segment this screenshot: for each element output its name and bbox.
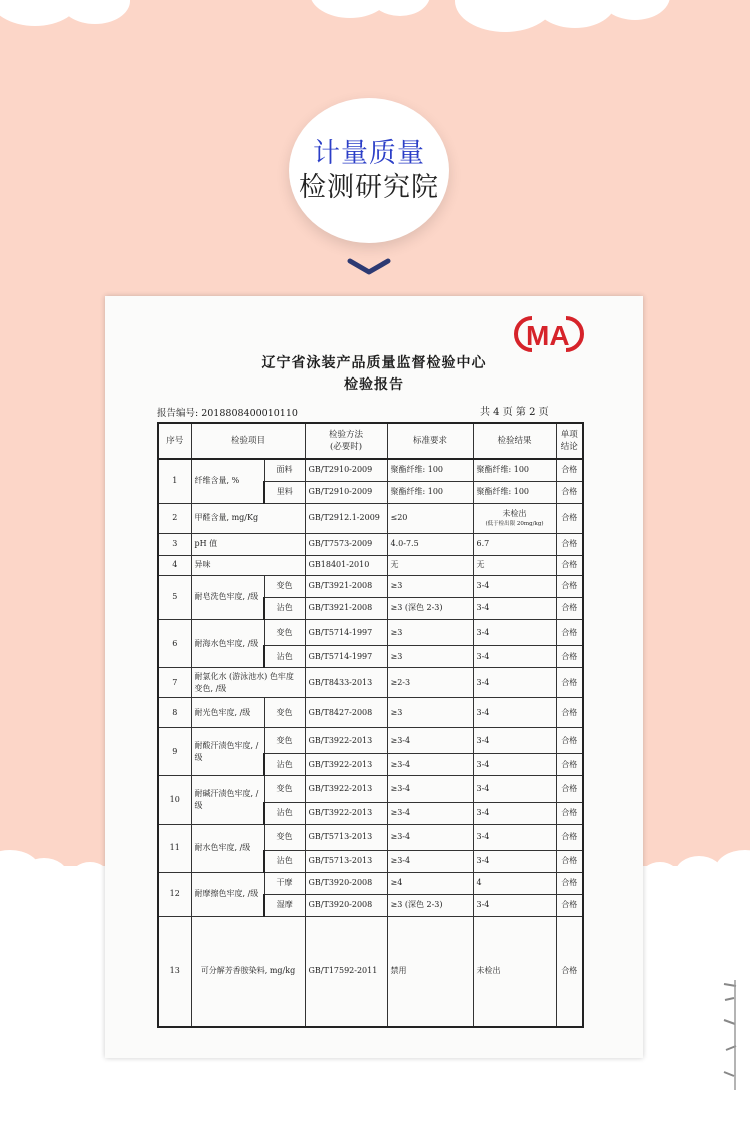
row-sub: 沾色: [264, 754, 305, 776]
row-method: GB/T8427-2008: [305, 698, 387, 728]
table-row: [158, 776, 583, 802]
row-result-note: (低于检出限 20mg/kg): [485, 521, 544, 528]
row-result: 3-4: [473, 802, 556, 824]
row-result: 3-4: [473, 619, 556, 645]
header-standard: 标准要求: [387, 423, 473, 459]
row-standard: ≥3-4: [387, 802, 473, 824]
row-standard: ≥3 (深色 2-3): [387, 894, 473, 916]
row-verdict: 合格: [556, 754, 583, 776]
row-result: 3-4: [473, 754, 556, 776]
row-method: GB/T3921-2008: [305, 575, 387, 597]
report-title: 检验报告: [344, 377, 404, 393]
table-row: [158, 503, 583, 533]
row-seq: 10: [158, 776, 191, 824]
row-method: GB/T5713-2013: [305, 824, 387, 850]
row-method: GB/T2912.1-2009: [305, 503, 387, 533]
table-row: [158, 533, 583, 555]
row-standard: 聚酯纤维: 100: [387, 481, 473, 503]
row-method: GB/T3922-2013: [305, 776, 387, 802]
table-row: [158, 728, 583, 754]
row-result: 3-4: [473, 850, 556, 872]
row-seq: 11: [158, 824, 191, 872]
row-standard: ≥3-4: [387, 850, 473, 872]
row-result: 3-4: [473, 894, 556, 916]
row-method: GB/T5714-1997: [305, 646, 387, 668]
row-result: 未检出: [473, 916, 556, 1027]
row-standard: ≥3: [387, 698, 473, 728]
report-number: 报告编号: 2018808400010110: [157, 408, 298, 419]
row-standard: ≥3 (深色 2-3): [387, 597, 473, 619]
inspection-report-sheet: [105, 296, 643, 1058]
row-sub: 里料: [264, 481, 305, 503]
row-verdict: 合格: [556, 776, 583, 802]
row-sub: 沾色: [264, 597, 305, 619]
row-verdict: 合格: [556, 459, 583, 481]
row-item: 甲醛含量, mg/Kg: [191, 503, 305, 533]
row-method: GB/T3920-2008: [305, 872, 387, 894]
row-standard: ≥3-4: [387, 776, 473, 802]
row-method: GB/T17592-2011: [305, 916, 387, 1027]
row-item: 耐水色牢度, /级: [191, 824, 264, 872]
row-result: 3-4: [473, 668, 556, 698]
row-seq: 7: [158, 668, 191, 698]
row-standard: ≥4: [387, 872, 473, 894]
row-verdict: 合格: [556, 533, 583, 555]
row-verdict: 合格: [556, 916, 583, 1027]
row-result: 聚酯纤维: 100: [473, 459, 556, 481]
row-method: GB/T3922-2013: [305, 728, 387, 754]
table-row: [158, 824, 583, 850]
table-row: [158, 459, 583, 481]
row-result: 3-4: [473, 824, 556, 850]
row-verdict: 合格: [556, 503, 583, 533]
table-row: [158, 698, 583, 728]
header-method: 检验方法 (必要时): [305, 423, 387, 459]
row-method: GB/T5713-2013: [305, 850, 387, 872]
row-standard: 无: [387, 555, 473, 575]
row-sub: 变色: [264, 824, 305, 850]
row-item: 纤维含量, %: [191, 459, 264, 503]
row-standard: 聚酯纤维: 100: [387, 459, 473, 481]
row-sub: 面料: [264, 459, 305, 481]
row-item: 可分解芳香胺染料, mg/kg: [191, 916, 305, 1027]
row-result: 6.7: [473, 533, 556, 555]
row-result: 3-4: [473, 728, 556, 754]
header-item: 检验项目: [191, 423, 305, 459]
table-row: [158, 668, 583, 698]
table-row: [158, 872, 583, 894]
row-result: [473, 503, 556, 533]
header-result: 检验结果: [473, 423, 556, 459]
row-verdict: 合格: [556, 597, 583, 619]
row-method: GB/T5714-1997: [305, 619, 387, 645]
cma-logo-text: MA: [526, 320, 570, 351]
row-verdict: 合格: [556, 575, 583, 597]
row-seq: 4: [158, 555, 191, 575]
chevron-down-icon: [347, 257, 391, 277]
row-standard: ≥2-3: [387, 668, 473, 698]
row-result: 3-4: [473, 776, 556, 802]
cloud-bottom-2: [20, 858, 68, 894]
row-verdict: 合格: [556, 728, 583, 754]
row-standard: 禁用: [387, 916, 473, 1027]
row-sub: 变色: [264, 698, 305, 728]
row-item: 耐摩擦色牢度, /级: [191, 872, 264, 916]
table-row: [158, 555, 583, 575]
row-verdict: 合格: [556, 894, 583, 916]
row-seq: 12: [158, 872, 191, 916]
row-seq: 5: [158, 575, 191, 619]
row-standard: ≥3: [387, 575, 473, 597]
header-seq: 序号: [158, 423, 191, 459]
row-method: GB/T8433-2013: [305, 668, 387, 698]
row-seq: 8: [158, 698, 191, 728]
row-sub: 变色: [264, 728, 305, 754]
row-sub: 变色: [264, 619, 305, 645]
badge-line-1: 计量质量: [313, 137, 425, 169]
row-seq: 3: [158, 533, 191, 555]
row-result: 3-4: [473, 597, 556, 619]
row-sub: 变色: [264, 776, 305, 802]
row-verdict: 合格: [556, 824, 583, 850]
row-item: pH 值: [191, 533, 305, 555]
row-verdict: 合格: [556, 646, 583, 668]
row-item: 耐氯化水 (游泳池水) 色牢度变色, /级: [191, 668, 305, 698]
row-item: 异味: [191, 555, 305, 575]
row-method: GB/T3922-2013: [305, 802, 387, 824]
inspection-results-table: [157, 422, 584, 1028]
row-standard: ≥3-4: [387, 824, 473, 850]
row-sub: 变色: [264, 575, 305, 597]
row-result-value: 未检出: [502, 509, 527, 519]
row-verdict: 合格: [556, 802, 583, 824]
row-standard: ≤20: [387, 503, 473, 533]
row-result: 无: [473, 555, 556, 575]
row-result: 3-4: [473, 575, 556, 597]
row-standard: ≥3-4: [387, 754, 473, 776]
institute-badge: [289, 98, 449, 243]
row-item: 耐碱汗渍色牢度, /级: [191, 776, 264, 824]
stamp-edge-mark: [722, 980, 738, 1090]
row-seq: 6: [158, 619, 191, 667]
row-method: GB/T2910-2009: [305, 459, 387, 481]
row-method: GB/T3921-2008: [305, 597, 387, 619]
row-sub: 干摩: [264, 872, 305, 894]
row-seq: 1: [158, 459, 191, 503]
row-verdict: 合格: [556, 619, 583, 645]
row-result: 4: [473, 872, 556, 894]
row-item: 耐光色牢度, /级: [191, 698, 264, 728]
row-verdict: 合格: [556, 668, 583, 698]
row-verdict: 合格: [556, 555, 583, 575]
row-item: 耐皂洗色牢度, /级: [191, 575, 264, 619]
row-standard: ≥3-4: [387, 728, 473, 754]
table-row: [158, 916, 583, 1027]
cma-logo: [512, 314, 584, 354]
row-verdict: 合格: [556, 872, 583, 894]
row-item: 耐酸汗渍色牢度, /级: [191, 728, 264, 776]
row-method: GB18401-2010: [305, 555, 387, 575]
row-sub: 湿摩: [264, 894, 305, 916]
row-sub: 沾色: [264, 646, 305, 668]
row-method: GB/T2910-2009: [305, 481, 387, 503]
table-row: [158, 575, 583, 597]
row-sub: 沾色: [264, 850, 305, 872]
row-method: GB/T7573-2009: [305, 533, 387, 555]
row-result: 3-4: [473, 698, 556, 728]
row-seq: 13: [158, 916, 191, 1027]
row-sub: 沾色: [264, 802, 305, 824]
cloud-bottom-3: [70, 862, 110, 894]
row-seq: 2: [158, 503, 191, 533]
row-standard: 4.0-7.5: [387, 533, 473, 555]
row-standard: ≥3: [387, 619, 473, 645]
table-row: [158, 619, 583, 645]
report-organization: 辽宁省泳装产品质量监督检验中心: [261, 355, 487, 371]
row-seq: 9: [158, 728, 191, 776]
cloud-bottom-4: [640, 862, 680, 894]
table-header-row: [158, 423, 583, 459]
row-method: GB/T3922-2013: [305, 754, 387, 776]
badge-line-2: 检测研究院: [299, 171, 439, 203]
row-verdict: 合格: [556, 481, 583, 503]
row-verdict: 合格: [556, 850, 583, 872]
row-method: GB/T3920-2008: [305, 894, 387, 916]
row-item: 耐海水色牢度, /级: [191, 619, 264, 667]
row-result: 聚酯纤维: 100: [473, 481, 556, 503]
row-verdict: 合格: [556, 698, 583, 728]
page-info: 共 4 页 第 2 页: [480, 407, 549, 418]
row-result: 3-4: [473, 646, 556, 668]
header-verdict: 单项 结论: [556, 423, 583, 459]
row-standard: ≥3: [387, 646, 473, 668]
